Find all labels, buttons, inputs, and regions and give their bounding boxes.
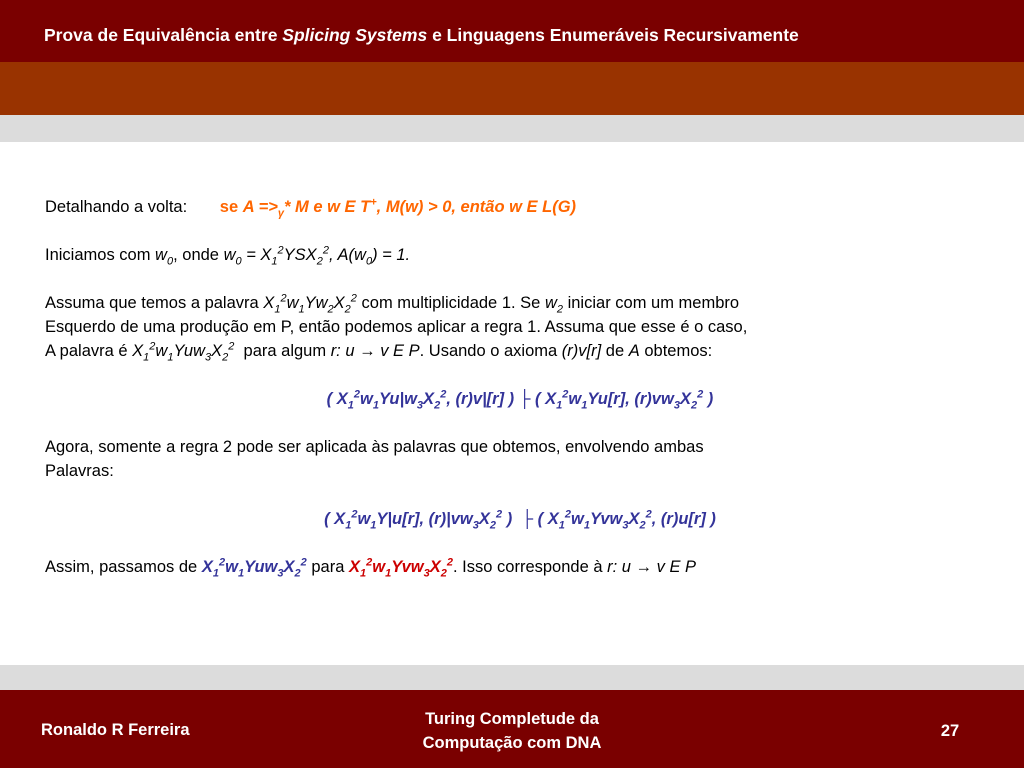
- derivation-1: ( $X_1^2w_1Yu|w_3X_2^2$, (r)v|[r] ) ├ ( $X_1^2w_1Yu[r]$, $(r)vw_3X_2^2$ ): [326, 388, 714, 412]
- derivation-2: ( $X_1^2w_1Y|u[r]$, $(r)|vw_3X_2^2$ ) ├ ( $X_1^2w_1Yvw_3X_2^2$, (r)u[r] ): [324, 508, 716, 532]
- paragraph-1-line-2: Esquerdo de uma produção em P, então podemos aplicar a regra 1. Assuma que esse é o caso,: [45, 318, 748, 336]
- page-number: 27: [940, 722, 960, 740]
- paragraph-1-line-1: Assuma que temos a palavra $X_1^2w_1Yw_2X_2^2$ com multiplicidade 1. Se $w_2$ iniciar com um membro: [45, 292, 740, 316]
- divider-top: [0, 115, 1024, 142]
- footer-course-title: Turing Completude da Computação com DNA: [422, 710, 602, 752]
- paragraph-2-line-2: Palavras:: [45, 462, 114, 480]
- paragraph-2-line-1: Agora, somente a regra 2 pode ser aplicada às palavras que obtemos, envolvendo ambas: [45, 438, 704, 456]
- condition-statement: se $A =>_\gamma*$ M e w E T+, M(w) > 0, então w E L(G): [219, 196, 577, 220]
- footer-bar: [0, 690, 1024, 768]
- start-line: Iniciamos com $w_0$, onde $w_0 = X_1^2YSX_2^2$, $A(w_0) = 1$.: [45, 244, 411, 268]
- intro-line: Detalhando a volta: se $A =>_\gamma*$ M e w E T+, M(w) > 0, então w E L(G): [45, 196, 577, 220]
- paragraph-1-line-3: A palavra é $X_1^2w_1Yuw_3X_2^2$ para algum r: u → v E P. Usando o axioma (r)v[r] de A obtemos:: [45, 340, 713, 364]
- slide-body: [45, 195, 995, 579]
- footer-author: Ronaldo R Ferreira: [41, 721, 190, 739]
- slide-title: Prova de Equivalência entre Splicing Systems e Linguagens Enumeráveis Recursivamente: [44, 25, 799, 45]
- divider-bottom: [0, 665, 1024, 690]
- decorative-band: [0, 62, 1024, 115]
- title-bar: [0, 0, 1024, 62]
- conclusion-line: Assim, passamos de $X_1^2w_1Yuw_3X_2^2$ para $X_1^2w_1Yvw_3X_2^2$. Isso corresponde à r: u → v E P: [45, 556, 697, 580]
